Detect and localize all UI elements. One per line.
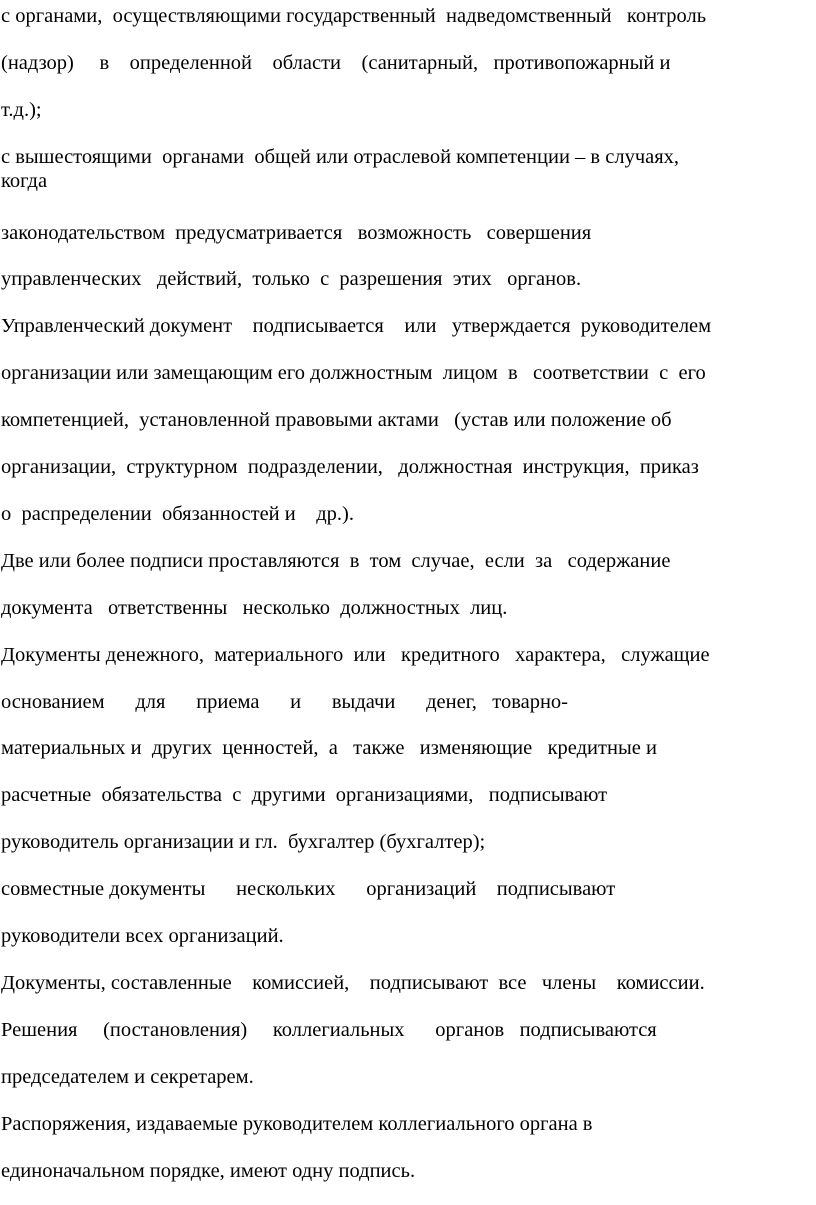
text-line: расчетные обязательства с другими организациями, подписывают [1,784,608,806]
text-line: управленческих действий, только с разрешения этих органов. [1,268,582,290]
text-line: Распоряжения, издаваемые руководителем коллегиального органа в [1,1113,593,1135]
text-line: председателем и секретарем. [1,1066,254,1088]
text-line: с органами, осуществляющими государственный надведомственный контроль [1,5,707,27]
text-line: руководитель организации и гл. бухгалтер (бухгалтер); [1,831,486,853]
text-line: документа ответственны несколько должностных лиц. [1,597,508,619]
text-line: Решения (постановления) коллегиальных органов подписываются [1,1019,657,1041]
text-line: компетенцией, установленной правовыми актами (устав или положение об [1,409,672,431]
text-line: совместные документы нескольких организаций подписывают [1,878,616,900]
text-line: организации или замещающим его должностным лицом в соответствии с его [1,362,706,384]
text-line: Документы денежного, материального или кредитного характера, служащие [1,644,710,666]
text-line: руководители всех организаций. [1,925,284,947]
text-line: единоначальном порядке, имеют одну подпись. [1,1160,416,1182]
text-line: материальных и других ценностей, а также изменяющие кредитные и [1,737,657,759]
text-line: законодательством предусматривается возможность совершения [1,222,592,244]
text-line: когда [1,170,48,192]
text-line: Две или более подписи проставляются в том случае, если за содержание [1,550,671,572]
text-line: основанием для приема и выдачи денег, товарно- [1,691,569,713]
text-line: (надзор) в определенной области (санитарный, противопожарный и [1,52,671,74]
text-line: Управленческий документ подписывается или утверждается руководителем [1,315,712,337]
text-line: организации, структурном подразделении, должностная инструкция, приказ [1,456,699,478]
text-line: о распределении обязанностей и др.). [1,503,354,525]
text-line: Документы, составленные комиссией, подписывают все члены комиссии. [1,972,705,994]
text-line: с вышестоящими органами общей или отраслевой компетенции – в случаях, [1,146,680,168]
text-line: т.д.); [1,99,42,121]
